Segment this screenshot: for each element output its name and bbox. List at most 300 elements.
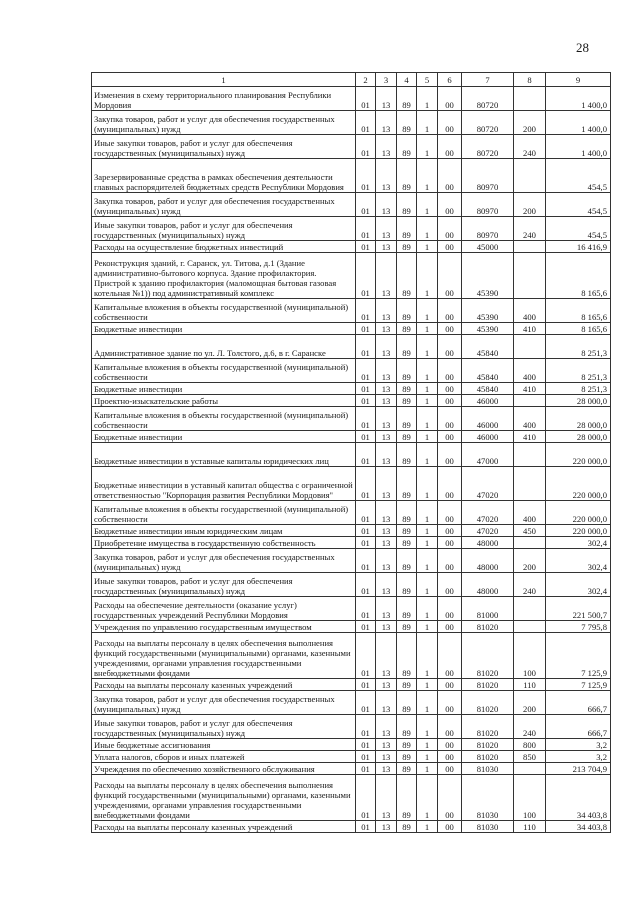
- table-row: [92, 821, 611, 833]
- code-cell: 13: [376, 525, 397, 537]
- amount-cell: 28 000,0: [546, 431, 611, 443]
- code-cell: 01: [356, 751, 376, 763]
- code-cell: 1: [417, 621, 438, 633]
- row-name-cell: Расходы на выплаты персоналу в целях обеспечения выполнения функций государственными (муниципальными) органами, казенными учреждениями, органами управления государственными внебюджетными фондами: [92, 775, 356, 821]
- code-cell: 200: [514, 549, 546, 573]
- code-cell: 48000: [462, 573, 514, 597]
- code-cell: 00: [438, 501, 462, 525]
- row-name-cell: Уплата налогов, сборов и иных платежей: [92, 751, 356, 763]
- table-row: [92, 383, 611, 395]
- code-cell: 100: [514, 633, 546, 679]
- row-name-cell: Приобретение имущества в государственную собственность: [92, 537, 356, 549]
- table-row: [92, 335, 611, 359]
- code-cell: 110: [514, 679, 546, 691]
- row-name-cell: Бюджетные инвестиции в уставные капиталы юридических лиц: [92, 443, 356, 467]
- code-cell: 1: [417, 241, 438, 253]
- code-cell: 1: [417, 501, 438, 525]
- header-cell: 3: [376, 73, 397, 87]
- code-cell: 48000: [462, 549, 514, 573]
- amount-cell: 1 400,0: [546, 111, 611, 135]
- amount-cell: 220 000,0: [546, 467, 611, 501]
- code-cell: 45390: [462, 323, 514, 335]
- code-cell: 81000: [462, 597, 514, 621]
- amount-cell: 1 400,0: [546, 87, 611, 111]
- amount-cell: 666,7: [546, 691, 611, 715]
- code-cell: 1: [417, 111, 438, 135]
- amount-cell: 3,2: [546, 751, 611, 763]
- code-cell: 00: [438, 253, 462, 299]
- code-cell: 80720: [462, 87, 514, 111]
- code-cell: 13: [376, 111, 397, 135]
- table-row: [92, 691, 611, 715]
- code-cell: 01: [356, 775, 376, 821]
- code-cell: 1: [417, 537, 438, 549]
- code-cell: 400: [514, 501, 546, 525]
- code-cell: 01: [356, 395, 376, 407]
- table-row: [92, 763, 611, 775]
- code-cell: 1: [417, 573, 438, 597]
- code-cell: 450: [514, 525, 546, 537]
- code-cell: 89: [397, 597, 417, 621]
- table-row: [92, 159, 611, 193]
- code-cell: 1: [417, 323, 438, 335]
- code-cell: 81020: [462, 739, 514, 751]
- code-cell: 01: [356, 323, 376, 335]
- code-cell: 1: [417, 383, 438, 395]
- code-cell: 01: [356, 241, 376, 253]
- code-cell: 81030: [462, 775, 514, 821]
- amount-cell: 8 165,6: [546, 253, 611, 299]
- code-cell: 13: [376, 621, 397, 633]
- table-row: [92, 621, 611, 633]
- code-cell: [514, 763, 546, 775]
- code-cell: 00: [438, 407, 462, 431]
- code-cell: 00: [438, 763, 462, 775]
- code-cell: 46000: [462, 395, 514, 407]
- code-cell: 01: [356, 335, 376, 359]
- code-cell: 81020: [462, 621, 514, 633]
- table-row: [92, 217, 611, 241]
- code-cell: 13: [376, 253, 397, 299]
- code-cell: 89: [397, 395, 417, 407]
- code-cell: 01: [356, 135, 376, 159]
- table-row: [92, 501, 611, 525]
- code-cell: 13: [376, 691, 397, 715]
- code-cell: 01: [356, 691, 376, 715]
- code-cell: 81030: [462, 821, 514, 833]
- row-name-cell: Иные закупки товаров, работ и услуг для обеспечения государственных (муниципальных) нужд: [92, 715, 356, 739]
- code-cell: 1: [417, 407, 438, 431]
- code-cell: 00: [438, 135, 462, 159]
- code-cell: 81020: [462, 691, 514, 715]
- row-name-cell: Закупка товаров, работ и услуг для обеспечения государственных (муниципальных) нужд: [92, 111, 356, 135]
- code-cell: 89: [397, 383, 417, 395]
- amount-cell: 34 403,8: [546, 821, 611, 833]
- code-cell: 80720: [462, 135, 514, 159]
- code-cell: 89: [397, 335, 417, 359]
- code-cell: 89: [397, 407, 417, 431]
- code-cell: 80720: [462, 111, 514, 135]
- table-row: [92, 87, 611, 111]
- code-cell: 200: [514, 193, 546, 217]
- code-cell: 13: [376, 135, 397, 159]
- code-cell: 00: [438, 111, 462, 135]
- code-cell: 850: [514, 751, 546, 763]
- code-cell: 00: [438, 679, 462, 691]
- code-cell: 89: [397, 501, 417, 525]
- code-cell: 89: [397, 253, 417, 299]
- amount-cell: 7 125,9: [546, 679, 611, 691]
- code-cell: 89: [397, 549, 417, 573]
- code-cell: 89: [397, 691, 417, 715]
- code-cell: 47000: [462, 443, 514, 467]
- amount-cell: 8 251,3: [546, 359, 611, 383]
- code-cell: 01: [356, 679, 376, 691]
- code-cell: 200: [514, 691, 546, 715]
- code-cell: 89: [397, 87, 417, 111]
- row-name-cell: Расходы на выплаты персоналу казенных учреждений: [92, 679, 356, 691]
- code-cell: 01: [356, 431, 376, 443]
- header-cell: 8: [514, 73, 546, 87]
- code-cell: 89: [397, 159, 417, 193]
- row-name-cell: Иные закупки товаров, работ и услуг для обеспечения государственных (муниципальных) нужд: [92, 573, 356, 597]
- code-cell: 00: [438, 621, 462, 633]
- code-cell: 81020: [462, 679, 514, 691]
- code-cell: [514, 443, 546, 467]
- code-cell: 01: [356, 633, 376, 679]
- code-cell: 01: [356, 525, 376, 537]
- table-row: [92, 537, 611, 549]
- header-cell: 6: [438, 73, 462, 87]
- amount-cell: 302,4: [546, 573, 611, 597]
- code-cell: 00: [438, 549, 462, 573]
- header-cell: 1: [92, 73, 356, 87]
- code-cell: 1: [417, 549, 438, 573]
- row-name-cell: Иные закупки товаров, работ и услуг для обеспечения государственных (муниципальных) нужд: [92, 217, 356, 241]
- amount-cell: 220 000,0: [546, 501, 611, 525]
- row-name-cell: Расходы на обеспечение деятельности (оказание услуг) государственных учреждений Республики Мордовия: [92, 597, 356, 621]
- code-cell: 00: [438, 467, 462, 501]
- code-cell: 80970: [462, 217, 514, 241]
- code-cell: 45390: [462, 253, 514, 299]
- table-row: [92, 679, 611, 691]
- code-cell: 13: [376, 87, 397, 111]
- code-cell: 00: [438, 443, 462, 467]
- code-cell: 81030: [462, 763, 514, 775]
- table-row: [92, 359, 611, 383]
- page-number: 28: [576, 40, 589, 55]
- code-cell: 01: [356, 739, 376, 751]
- table-row: [92, 241, 611, 253]
- table-row: [92, 111, 611, 135]
- table-row: [92, 633, 611, 679]
- header-cell: 9: [546, 73, 611, 87]
- code-cell: 89: [397, 537, 417, 549]
- code-cell: 240: [514, 715, 546, 739]
- amount-cell: 220 000,0: [546, 443, 611, 467]
- code-cell: 01: [356, 383, 376, 395]
- code-cell: 13: [376, 751, 397, 763]
- code-cell: 13: [376, 821, 397, 833]
- code-cell: 80970: [462, 193, 514, 217]
- code-cell: 1: [417, 87, 438, 111]
- code-cell: 89: [397, 431, 417, 443]
- table-row: [92, 467, 611, 501]
- row-name-cell: Административное здание по ул. Л. Толстого, д.6, в г. Саранске: [92, 335, 356, 359]
- amount-cell: 213 704,9: [546, 763, 611, 775]
- code-cell: 45840: [462, 335, 514, 359]
- table-row: [92, 431, 611, 443]
- code-cell: 1: [417, 821, 438, 833]
- code-cell: 89: [397, 323, 417, 335]
- code-cell: 410: [514, 323, 546, 335]
- code-cell: [514, 621, 546, 633]
- amount-cell: 7 795,8: [546, 621, 611, 633]
- row-name-cell: Бюджетные инвестиции: [92, 431, 356, 443]
- code-cell: 45390: [462, 299, 514, 323]
- code-cell: 13: [376, 549, 397, 573]
- code-cell: 1: [417, 395, 438, 407]
- code-cell: 410: [514, 431, 546, 443]
- code-cell: 13: [376, 359, 397, 383]
- code-cell: 01: [356, 763, 376, 775]
- row-name-cell: Иные бюджетные ассигнования: [92, 739, 356, 751]
- code-cell: 00: [438, 323, 462, 335]
- code-cell: 00: [438, 159, 462, 193]
- code-cell: 89: [397, 241, 417, 253]
- code-cell: 89: [397, 299, 417, 323]
- code-cell: 00: [438, 217, 462, 241]
- code-cell: 13: [376, 633, 397, 679]
- code-cell: 1: [417, 691, 438, 715]
- code-cell: [514, 241, 546, 253]
- code-cell: 13: [376, 679, 397, 691]
- code-cell: 00: [438, 359, 462, 383]
- code-cell: [514, 87, 546, 111]
- row-name-cell: Реконструкция зданий, г. Саранск, ул. Титова, д.1 (Здание административно-бытового корпуса. Здание профилактория. Пристрой к зданию профилактория (маломощная бытовая газовая котельная №1)) под административный комплекс: [92, 253, 356, 299]
- row-name-cell: Закупка товаров, работ и услуг для обеспечения государственных (муниципальных) нужд: [92, 691, 356, 715]
- code-cell: 01: [356, 549, 376, 573]
- code-cell: 89: [397, 135, 417, 159]
- code-cell: 48000: [462, 537, 514, 549]
- code-cell: 1: [417, 739, 438, 751]
- code-cell: 13: [376, 715, 397, 739]
- code-cell: 13: [376, 775, 397, 821]
- code-cell: 47020: [462, 501, 514, 525]
- code-cell: 1: [417, 443, 438, 467]
- code-cell: 89: [397, 217, 417, 241]
- code-cell: 01: [356, 159, 376, 193]
- code-cell: 45000: [462, 241, 514, 253]
- code-cell: 13: [376, 501, 397, 525]
- code-cell: 1: [417, 159, 438, 193]
- code-cell: 00: [438, 821, 462, 833]
- amount-cell: 454,5: [546, 217, 611, 241]
- row-name-cell: Учреждения по управлению государственным имуществом: [92, 621, 356, 633]
- code-cell: 1: [417, 253, 438, 299]
- code-cell: [514, 253, 546, 299]
- code-cell: 01: [356, 597, 376, 621]
- amount-cell: 1 400,0: [546, 135, 611, 159]
- code-cell: 13: [376, 193, 397, 217]
- code-cell: 00: [438, 431, 462, 443]
- code-cell: 00: [438, 335, 462, 359]
- code-cell: [514, 395, 546, 407]
- code-cell: 13: [376, 537, 397, 549]
- row-name-cell: Проектно-изыскательские работы: [92, 395, 356, 407]
- code-cell: 45840: [462, 359, 514, 383]
- amount-cell: 221 500,7: [546, 597, 611, 621]
- code-cell: 01: [356, 407, 376, 431]
- amount-cell: 454,5: [546, 193, 611, 217]
- code-cell: 01: [356, 537, 376, 549]
- header-cell: 2: [356, 73, 376, 87]
- code-cell: 01: [356, 193, 376, 217]
- amount-cell: 28 000,0: [546, 407, 611, 431]
- code-cell: 89: [397, 621, 417, 633]
- code-cell: 47020: [462, 525, 514, 537]
- table-row: [92, 135, 611, 159]
- row-name-cell: Бюджетные инвестиции: [92, 383, 356, 395]
- amount-cell: 3,2: [546, 739, 611, 751]
- code-cell: 46000: [462, 407, 514, 431]
- code-cell: 1: [417, 431, 438, 443]
- amount-cell: 220 000,0: [546, 525, 611, 537]
- code-cell: 89: [397, 359, 417, 383]
- amount-cell: 302,4: [546, 549, 611, 573]
- row-name-cell: Зарезервированные средства в рамках обеспечения деятельности главных распорядителей бюджетных средств Республики Мордовия: [92, 159, 356, 193]
- code-cell: 1: [417, 335, 438, 359]
- code-cell: 1: [417, 525, 438, 537]
- code-cell: 1: [417, 299, 438, 323]
- header-cell: 4: [397, 73, 417, 87]
- table-row: [92, 739, 611, 751]
- code-cell: 1: [417, 775, 438, 821]
- code-cell: [514, 537, 546, 549]
- row-name-cell: Расходы на выплаты персоналу казенных учреждений: [92, 821, 356, 833]
- code-cell: 01: [356, 359, 376, 383]
- code-cell: [514, 335, 546, 359]
- code-cell: 1: [417, 135, 438, 159]
- table-row: [92, 443, 611, 467]
- budget-table: [91, 72, 611, 833]
- code-cell: 47020: [462, 467, 514, 501]
- code-cell: 200: [514, 111, 546, 135]
- code-cell: 01: [356, 111, 376, 135]
- code-cell: 400: [514, 359, 546, 383]
- code-cell: 400: [514, 407, 546, 431]
- row-name-cell: Капитальные вложения в объекты государственной (муниципальной) собственности: [92, 359, 356, 383]
- row-name-cell: Закупка товаров, работ и услуг для обеспечения государственных (муниципальных) нужд: [92, 193, 356, 217]
- header-cell: 7: [462, 73, 514, 87]
- row-name-cell: Изменения в схему территориального планирования Республики Мордовия: [92, 87, 356, 111]
- code-cell: 00: [438, 537, 462, 549]
- code-cell: 00: [438, 193, 462, 217]
- code-cell: 89: [397, 679, 417, 691]
- code-cell: 01: [356, 87, 376, 111]
- code-cell: 46000: [462, 431, 514, 443]
- code-cell: [514, 597, 546, 621]
- code-cell: 89: [397, 775, 417, 821]
- table-row: [92, 193, 611, 217]
- code-cell: 89: [397, 573, 417, 597]
- code-cell: 01: [356, 821, 376, 833]
- code-cell: 13: [376, 383, 397, 395]
- code-cell: 01: [356, 573, 376, 597]
- code-cell: 1: [417, 633, 438, 679]
- code-cell: 89: [397, 633, 417, 679]
- code-cell: 00: [438, 715, 462, 739]
- row-name-cell: Расходы на осуществление бюджетных инвестиций: [92, 241, 356, 253]
- code-cell: 13: [376, 241, 397, 253]
- amount-cell: 302,4: [546, 537, 611, 549]
- code-cell: 1: [417, 467, 438, 501]
- row-name-cell: Иные закупки товаров, работ и услуг для обеспечения государственных (муниципальных) нужд: [92, 135, 356, 159]
- code-cell: 13: [376, 323, 397, 335]
- code-cell: 13: [376, 763, 397, 775]
- amount-cell: 8 251,3: [546, 335, 611, 359]
- code-cell: 00: [438, 597, 462, 621]
- code-cell: 89: [397, 443, 417, 467]
- row-name-cell: Капитальные вложения в объекты государственной (муниципальной) собственности: [92, 501, 356, 525]
- code-cell: 1: [417, 679, 438, 691]
- code-cell: 1: [417, 359, 438, 383]
- amount-cell: 28 000,0: [546, 395, 611, 407]
- row-name-cell: Закупка товаров, работ и услуг для обеспечения государственных (муниципальных) нужд: [92, 549, 356, 573]
- code-cell: 00: [438, 525, 462, 537]
- code-cell: 00: [438, 633, 462, 679]
- code-cell: 240: [514, 573, 546, 597]
- code-cell: 13: [376, 335, 397, 359]
- code-cell: 13: [376, 217, 397, 241]
- code-cell: 13: [376, 739, 397, 751]
- amount-cell: 8 165,6: [546, 299, 611, 323]
- code-cell: 01: [356, 443, 376, 467]
- code-cell: 89: [397, 821, 417, 833]
- amount-cell: 7 125,9: [546, 633, 611, 679]
- code-cell: 89: [397, 739, 417, 751]
- code-cell: 01: [356, 715, 376, 739]
- amount-cell: 16 416,9: [546, 241, 611, 253]
- code-cell: 13: [376, 395, 397, 407]
- amount-cell: 8 165,6: [546, 323, 611, 335]
- row-name-cell: Учреждения по обеспечению хозяйственного обслуживания: [92, 763, 356, 775]
- code-cell: 89: [397, 111, 417, 135]
- code-cell: 13: [376, 431, 397, 443]
- amount-cell: 454,5: [546, 159, 611, 193]
- table-row: [92, 573, 611, 597]
- table-row: [92, 299, 611, 323]
- code-cell: 800: [514, 739, 546, 751]
- amount-cell: 34 403,8: [546, 775, 611, 821]
- code-cell: 13: [376, 467, 397, 501]
- code-cell: 00: [438, 739, 462, 751]
- code-cell: 13: [376, 443, 397, 467]
- amount-cell: 666,7: [546, 715, 611, 739]
- code-cell: 81020: [462, 751, 514, 763]
- code-cell: 89: [397, 193, 417, 217]
- code-cell: 1: [417, 597, 438, 621]
- code-cell: 45840: [462, 383, 514, 395]
- code-cell: 13: [376, 597, 397, 621]
- code-cell: 1: [417, 763, 438, 775]
- code-cell: 01: [356, 299, 376, 323]
- code-cell: 410: [514, 383, 546, 395]
- row-name-cell: Капитальные вложения в объекты государственной (муниципальной) собственности: [92, 299, 356, 323]
- row-name-cell: Капитальные вложения в объекты государственной (муниципальной) собственности: [92, 407, 356, 431]
- header-cell: 5: [417, 73, 438, 87]
- code-cell: 00: [438, 87, 462, 111]
